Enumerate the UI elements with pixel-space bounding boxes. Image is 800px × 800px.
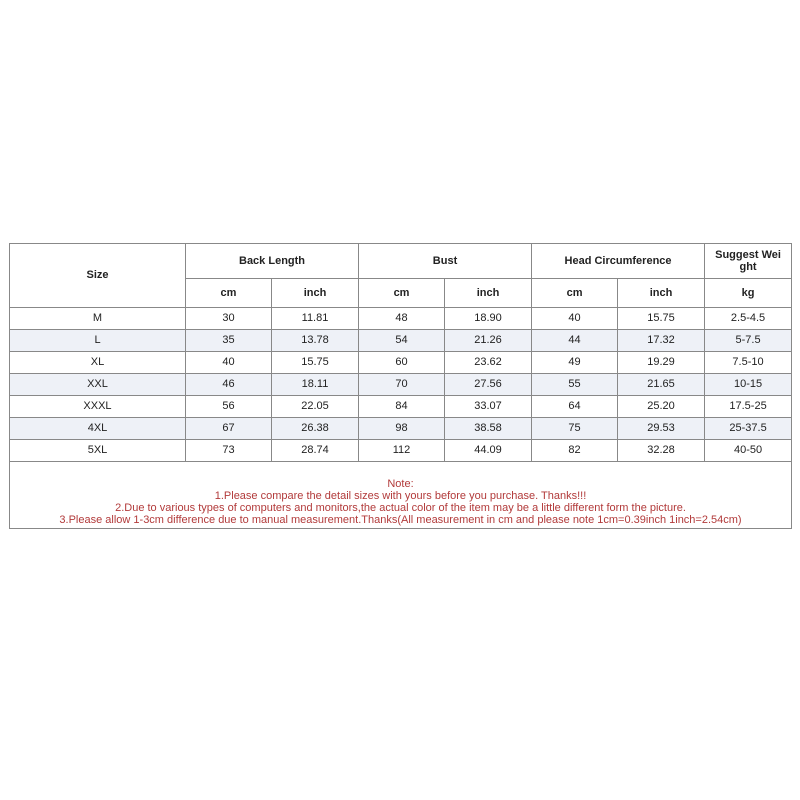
size-cell: 4XL xyxy=(10,418,186,440)
size-chart-table xyxy=(9,243,792,529)
table-row xyxy=(10,418,792,440)
notes-row xyxy=(10,462,792,529)
table-cell: 10-15 xyxy=(705,374,792,396)
table-cell: 28.74 xyxy=(272,440,359,462)
table-cell: 15.75 xyxy=(272,352,359,374)
table-cell: 112 xyxy=(359,440,445,462)
size-cell: L xyxy=(10,330,186,352)
table-cell: 67 xyxy=(186,418,272,440)
table-cell: 29.53 xyxy=(618,418,705,440)
table-cell: 38.58 xyxy=(445,418,532,440)
table-row xyxy=(10,374,792,396)
table-cell: 40-50 xyxy=(705,440,792,462)
size-cell: XXXL xyxy=(10,396,186,418)
table-cell: 44 xyxy=(532,330,618,352)
table-cell: 17.32 xyxy=(618,330,705,352)
table-cell: 48 xyxy=(359,308,445,330)
table-cell: 30 xyxy=(186,308,272,330)
table-cell: 19.29 xyxy=(618,352,705,374)
table-cell: 21.65 xyxy=(618,374,705,396)
table-cell: 46 xyxy=(186,374,272,396)
table-cell: 55 xyxy=(532,374,618,396)
bust-group-header: Bust xyxy=(359,244,532,279)
table-cell: 82 xyxy=(532,440,618,462)
size-column-header: Size xyxy=(10,244,186,308)
table-cell: 27.56 xyxy=(445,374,532,396)
table-cell: 22.05 xyxy=(272,396,359,418)
table-cell: 11.81 xyxy=(272,308,359,330)
table-cell: 32.28 xyxy=(618,440,705,462)
table-cell: 33.07 xyxy=(445,396,532,418)
table-cell: 13.78 xyxy=(272,330,359,352)
unit-header: inch xyxy=(445,279,532,308)
unit-header: kg xyxy=(705,279,792,308)
note-line: 2.Due to various types of computers and monitors,the actual color of the item may be a little different form the picture. xyxy=(115,502,686,515)
unit-header: cm xyxy=(359,279,445,308)
table-cell: 40 xyxy=(532,308,618,330)
unit-header: cm xyxy=(532,279,618,308)
table-row xyxy=(10,396,792,418)
table-cell: 26.38 xyxy=(272,418,359,440)
table-row xyxy=(10,440,792,462)
unit-header: inch xyxy=(618,279,705,308)
note-line: 1.Please compare the detail sizes with yours before you purchase. Thanks!!! xyxy=(214,490,587,503)
size-cell: 5XL xyxy=(10,440,186,462)
table-cell: 23.62 xyxy=(445,352,532,374)
table-cell: 18.11 xyxy=(272,374,359,396)
table-cell: 25.20 xyxy=(618,396,705,418)
notes-cell xyxy=(10,462,792,529)
note-line: 3.Please allow 1-3cm difference due to manual measurement.Thanks(All measurement in cm and please note 1cm=0.39inch 1inch=2.54cm) xyxy=(59,514,742,527)
table-cell: 84 xyxy=(359,396,445,418)
table-row xyxy=(10,330,792,352)
size-cell: XL xyxy=(10,352,186,374)
size-cell: XXL xyxy=(10,374,186,396)
unit-header: inch xyxy=(272,279,359,308)
table-cell: 70 xyxy=(359,374,445,396)
table-cell: 35 xyxy=(186,330,272,352)
table-row xyxy=(10,308,792,330)
table-cell: 21.26 xyxy=(445,330,532,352)
table-cell: 17.5-25 xyxy=(705,396,792,418)
table-cell: 18.90 xyxy=(445,308,532,330)
table-cell: 73 xyxy=(186,440,272,462)
table-cell: 25-37.5 xyxy=(705,418,792,440)
table-cell: 5-7.5 xyxy=(705,330,792,352)
note-title: Note: xyxy=(387,478,414,490)
table-cell: 56 xyxy=(186,396,272,418)
table-cell: 44.09 xyxy=(445,440,532,462)
table-cell: 15.75 xyxy=(618,308,705,330)
table-cell: 7.5-10 xyxy=(705,352,792,374)
table-cell: 40 xyxy=(186,352,272,374)
table-row xyxy=(10,352,792,374)
unit-header: cm xyxy=(186,279,272,308)
table-cell: 75 xyxy=(532,418,618,440)
table-cell: 98 xyxy=(359,418,445,440)
table-cell: 60 xyxy=(359,352,445,374)
table-cell: 64 xyxy=(532,396,618,418)
header-group-row xyxy=(10,244,792,279)
table-cell: 49 xyxy=(532,352,618,374)
table-cell: 2.5-4.5 xyxy=(705,308,792,330)
suggest-weight-group-header: Suggest Wei ght xyxy=(705,244,792,279)
size-cell: M xyxy=(10,308,186,330)
head-circumference-group-header: Head Circumference xyxy=(532,244,705,279)
back-length-group-header: Back Length xyxy=(186,244,359,279)
table-cell: 54 xyxy=(359,330,445,352)
